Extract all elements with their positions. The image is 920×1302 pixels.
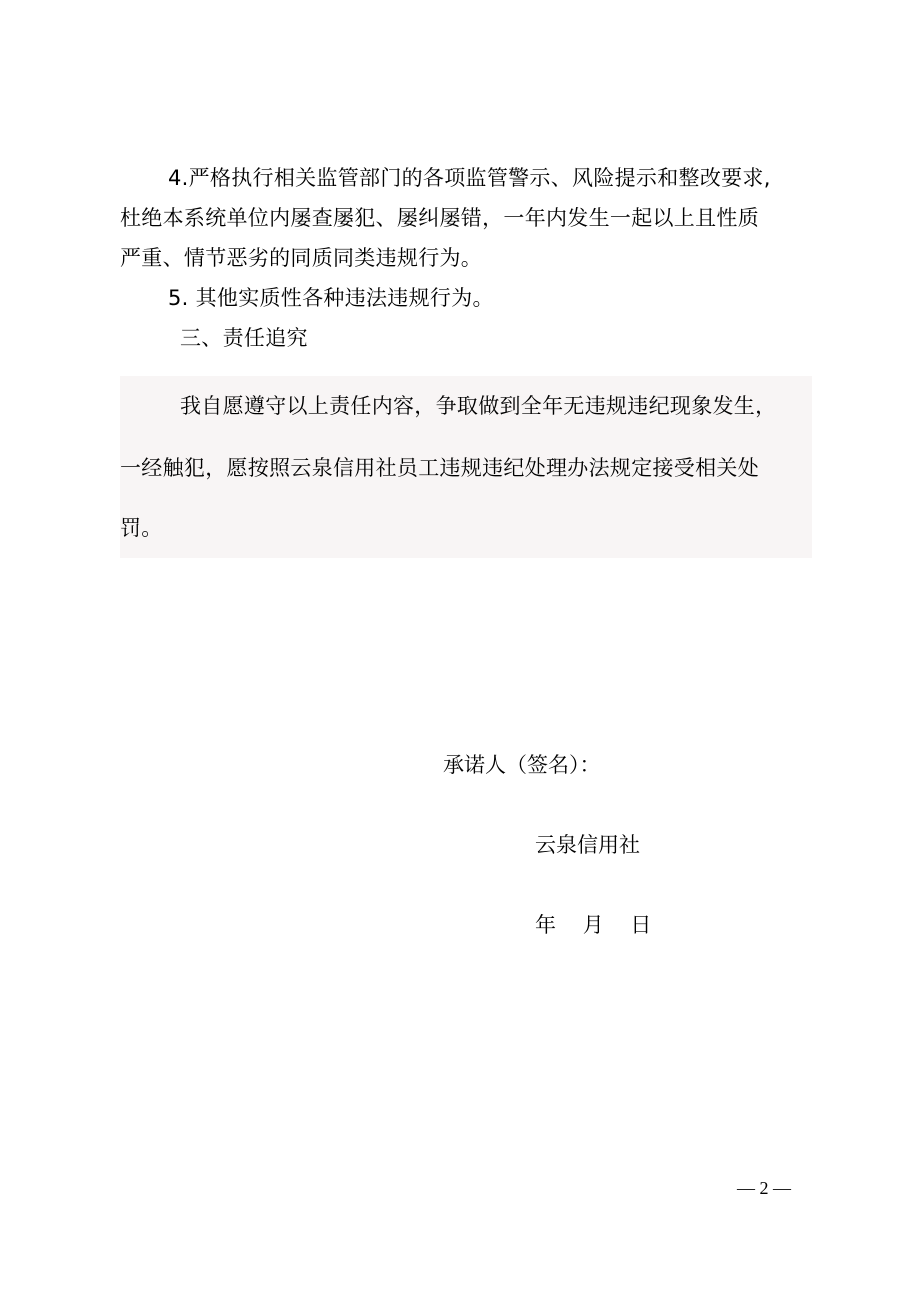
promisor-signature-label: 承诺人（签名）：	[443, 753, 601, 777]
item-4-line-2: 杜绝本系统单位内屡查屡犯、屡纠屡错，一年内发生一起以上且性质	[120, 206, 759, 230]
commitment-line-2: 一经触犯，愿按照云泉信用社员工违规违纪处理办法规定接受相关处	[120, 456, 759, 480]
commitment-line-3: 罚。	[120, 516, 163, 540]
commitment-line-1: 我自愿遵守以上责任内容，争取做到全年无违规违纪现象发生，	[180, 394, 777, 418]
page-number: — 2 —	[737, 1178, 791, 1198]
organization-name: 云泉信用社	[535, 833, 640, 857]
item-5: 5. 其他实质性各种违法违规行为。	[168, 286, 494, 310]
item-4-line-1: 4.严格执行相关监管部门的各项监管警示、风险提示和整改要求,	[168, 166, 771, 190]
commitment-paragraph	[120, 376, 812, 558]
item-4-line-3: 严重、情节恶劣的同质同类违规行为。	[120, 246, 483, 270]
date-label: 年 月 日	[535, 913, 652, 937]
section-3-heading: 三、责任追究	[180, 326, 308, 350]
